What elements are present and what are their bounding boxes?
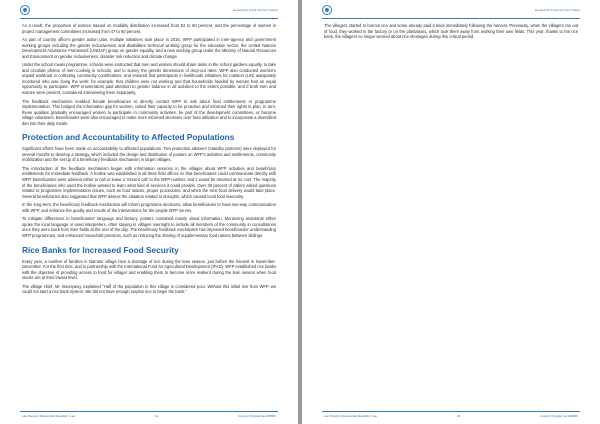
page-number: 14 — [155, 414, 159, 418]
wfp-logo-icon — [322, 5, 332, 15]
left-page-body — [22, 23, 276, 298]
paragraph: To mitigate differences in beneficiaries' language and literacy, posters contained mainly visual information. Monitoring assistants either spoke the local language or used interpreters, often staying in villages overnight to include all members of the community in consultations once they were back from their fields at the end of the day. The beneficiary feedback mechanism has improved beneficiaries' understanding WFP programmes, and enhanced household practices, such as reducing the sharing of supplementary food rations between siblings. — [22, 216, 276, 238]
page-header — [322, 4, 580, 16]
paragraph: Under the school meals programme, schools were instructed that men and women should share tasks in the school gardens equally, to take and circulate photos of men cooking in schools, and to survey the gender dimensions of drop-out rates. WFP also conducted women's unpaid workload in collecting community contributions, and ensured that participants in livelihoods initiatives for nutrition (LIN) adequately monitored who was doing the work: for example, that children were not working and that households headed by women had an equal opportunity to participate. WFP enumerators paid attention to gender balance in all activities to the extent possible, and if both men and women were present, considered interviewing them separately. — [22, 62, 276, 96]
right-page — [302, 0, 600, 424]
paragraph: The villagers started to borrow rice and some already paid it back immediately following the harvest. Previously, when the villagers ran out of food, they worked in the factory or on the plantations, which took them away from working their own fields. This year, thanks to the rice bank, the villagers no longer worried about rice shortages during this critical period. — [324, 23, 578, 40]
page-footer — [22, 414, 276, 418]
section-heading-protection: Protection and Accountability to Affected Populations — [22, 132, 235, 143]
paragraph: As a result, the proportion of women trained on modality distribution increased from 52 to 60 percent, and the percentage of women in project management committees increased from 47 to 60 percent. — [22, 23, 276, 34]
section-heading-rice-banks: Rice Banks for Increased Food Security — [22, 244, 179, 255]
page-header — [20, 4, 278, 16]
footer-left-text: Lao People's Democratic Republic | Lao — [324, 414, 378, 418]
wfp-logo-icon — [20, 5, 30, 15]
footer-right-text: Country Programme 200803 — [238, 414, 276, 418]
footer-divider — [322, 411, 580, 412]
page-number: 15 — [457, 414, 461, 418]
right-page-body — [324, 23, 578, 43]
left-page — [0, 0, 298, 424]
paragraph: The feedback mechanism enabled female beneficiaries to directly contact WFP to ask about food entitlements or programme implementation. This bridged the information gap for women, raised their capacity to be proactive and informed their rights in plan. In turn, these qualities gradually encouraged women to participate in community activities, be part of the development committees, or become village volunteers. Beneficiaries were also encouraged to make more informed decisions over food utilization and to incorporate a diversified diet into their daily meals. — [22, 98, 276, 126]
paragraph: The introduction of the feedback mechanism began with information sessions in the villages about WFP activities and beneficiary entitlements for immediate feedback. A hotline was established in all three field offices so that beneficiaries could communicate directly with WFP. Beneficiaries were advised either to call or leave a 'missed call' to the WFP number, and it would be returned at no cost. The majority of the beneficiaries who used the hotline wanted to learn what kind of services it could provide. Over 30 percent of callers asked questions related to programme implementation issues, such as food rations, proper procedures, and when the next food delivery would take place. Several beneficiaries also suggested that WFP assess the situation related to droughts, which caused local food insecurity. — [22, 165, 276, 199]
footer-right-text: Country Programme 200803 — [540, 414, 578, 418]
paragraph: Every year, a number of families in Namdor village face a shortage of rice during the lean season, just before the harvest in November-December. For the first time, and in partnership with the International Fund for Agricultural Development (IFAD), WFP established rice banks with the objective of providing access to food for villager and enabling them to become more resilient during the lean season when food stocks are at their lowest level. — [22, 258, 276, 281]
footer-divider — [20, 411, 278, 412]
header-title: Household Food Aid Fact Sheet — [232, 8, 278, 12]
header-divider — [20, 18, 278, 19]
page-footer — [324, 414, 578, 418]
header-divider — [322, 18, 580, 19]
paragraph: In the long-term, the beneficiary feedback mechanism will inform programme decisions, allow beneficiaries to have two-way communication with WFP, and enhance the quality and results of the interventions for the people WFP serves. — [22, 202, 276, 213]
paragraph: As part of country office's gender action plan, multiple initiatives took place in 2016. WFP participated in inter-agency and government working groups including the gender inclusiveness and disabilities technical working group for the education sector, the United Nations Development Assistance Framework (UNDAF) group on gender equality, and a new working group under the Ministry of Natural Resources and Environment on gender inclusiveness, disaster risk reduction and climate change. — [22, 37, 276, 59]
header-title: Household Food Aid Fact Sheet — [534, 8, 580, 12]
paragraph: Significant efforts have been made on accountability to affected populations. Two protection advisers (standby partners) were deployed for several months to develop a strategy, which included the design and distribution of posters on WFP's activities and entitlements, community mobilization and the set-up of a beneficiary feedback mechanism in target villages. — [22, 146, 276, 163]
footer-left-text: Lao People's Democratic Republic | Lao — [22, 414, 76, 418]
paragraph: The village chief, Mr. Bounyang, explained "Half of the population in this village is considered poor. Without this initial rice from WFP, we could not start a rice bank system. We did not have enough surplus rice to begin the bank." — [22, 283, 276, 295]
